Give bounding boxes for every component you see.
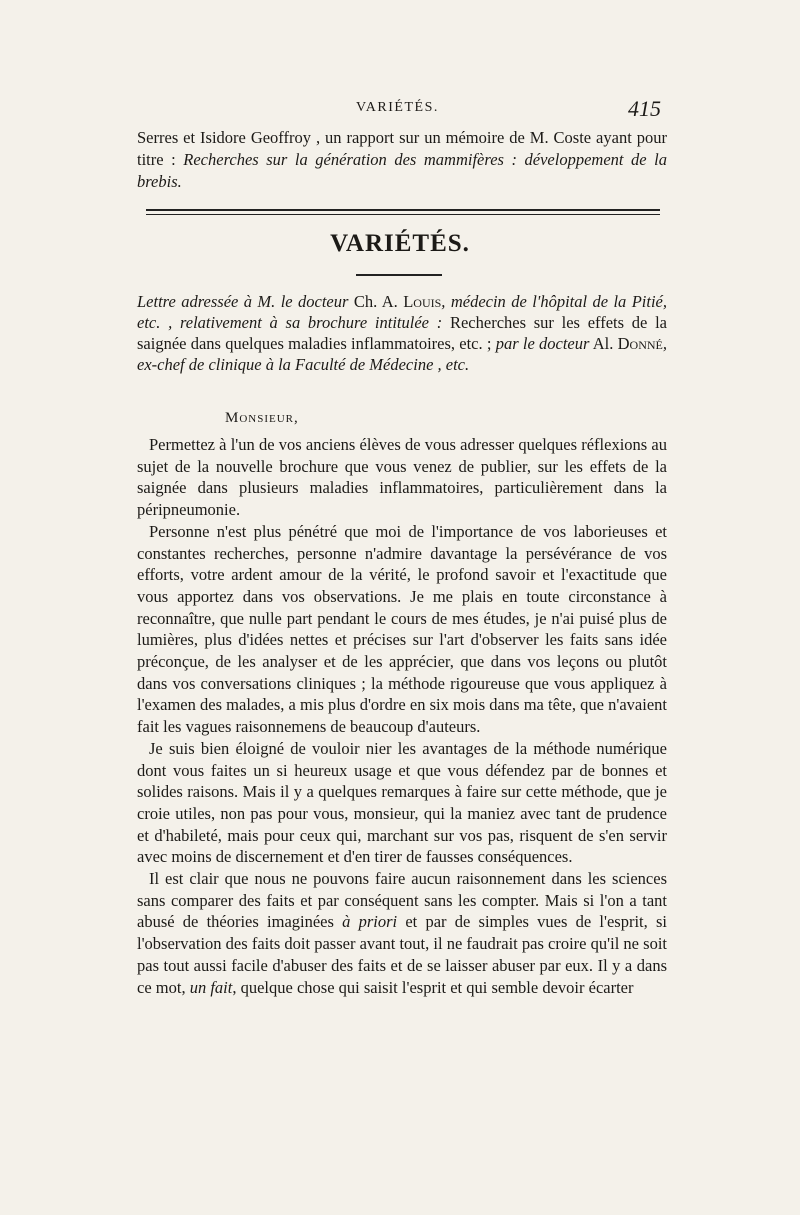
top-paragraph-text: Serres et Isidore Geoffroy , un rapport sur un mémoire de M. Coste ayant pour titre : <box>137 128 667 169</box>
lh-italic-1: Lettre adressée à M. le docteur <box>137 292 349 311</box>
section-title: VARIÉTÉS. <box>330 230 470 257</box>
lh-italic-2: , médecin de l'hôpital de la Pitié, etc. , relativement à sa brochure intitulée : <box>137 292 668 332</box>
lh-name-donne: Donné <box>617 334 663 353</box>
top-paragraph <box>137 127 667 193</box>
top-paragraph-title: Recherches sur la génération des mammifères : développement de la brebis. <box>137 150 668 191</box>
lh-italic-3: par le docteur <box>491 334 590 353</box>
p4-italic-un-fait: un fait <box>189 977 233 997</box>
lh-brochure-title: Recherches sur les effets de la saignée dans quelques maladies inflammatoires, etc. ; <box>137 313 667 353</box>
salutation: Monsieur, <box>225 410 299 426</box>
lh-name-louis: Louis <box>403 292 442 311</box>
lh-roman-1: Ch. A. <box>348 292 404 311</box>
paragraph-1: Permettez à l'un de vos anciens élèves de vous adresser quelques réflexions au sujet de la nouvelle brochure que vous venez de publier, sur les effets de la saignée dans plusieurs maladies inflammatoires, particulièrement dans la péripneumonie. <box>137 435 667 520</box>
letter-heading <box>137 291 667 375</box>
letter-body <box>137 434 667 998</box>
paragraph-3: Je suis bien éloigné de vouloir nier les avantages de la méthode numérique dont vous faites un si heureux usage et que vous défendez par de bonnes et solides raisons. Mais il y a quelques remarques à faire sur cette méthode, que je croie utiles, non pas pour vous, monsieur, qui la maniez avec tant de prudence et d'habileté, mais pour ceux qui, marchant sur vos pas, risquent de s'en servir avec moins de discernement et d'en tirer de fausses conséquences. <box>137 738 667 867</box>
section-divider-thin <box>146 214 660 215</box>
page-number: 415 <box>628 96 661 121</box>
running-head <box>0 96 800 126</box>
paragraph-4 <box>137 868 667 998</box>
section-divider-thick <box>146 209 660 211</box>
p4-text-c: , quelque chose qui saisit l'esprit et qui semble devoir écarter <box>232 977 634 997</box>
title-underline <box>356 274 442 276</box>
p4-text-b: et par de simples vues de l'esprit, si l'observation des faits doit passer avant tout, il ne faudrait pas croire qu'il ne soit pas tout aussi facile d'abuser des faits et de se laisser abuser par eux. Il y a dans ce mot, <box>137 912 667 997</box>
p4-italic-a-priori: à priori <box>342 912 398 932</box>
lh-roman-3: Al. <box>589 334 618 353</box>
running-head-title: VARIÉTÉS. <box>356 100 439 115</box>
paragraph-2: Personne n'est plus pénétré que moi de l'importance de vos laborieuses et constantes recherches, personne n'admire davantage la persévérance de vos efforts, votre ardent amour de la vérité, le profond savoir et l'exactitude que vous apportez dans vos observations. Je me plais en toute circonstance à reconnaître, que nulle part pendant le cours de mes études, je n'ai puisé plus de lumières, plus d'idées nettes et précises sur l'art d'observer les faits sans idée préconçue, de les analyser et de les apprécier, que dans vos leçons ou plutôt dans vos conversations cliniques ; la méthode rigoureuse que vous appliquez à l'examen des malades, a mis plus d'ordre en six mois dans ma tête, que n'avaient fait les vagues raisonnemens de beaucoup d'auteurs. <box>137 521 667 737</box>
lh-italic-4: , ex-chef de clinique à la Faculté de Médecine , etc. <box>137 334 668 374</box>
p4-text-a: Il est clair que nous ne pouvons faire aucun raisonnement dans les sciences sans comparer des faits et par conséquent sans les compter. Mais si l'on a tant abusé de théories imaginées <box>137 869 667 932</box>
